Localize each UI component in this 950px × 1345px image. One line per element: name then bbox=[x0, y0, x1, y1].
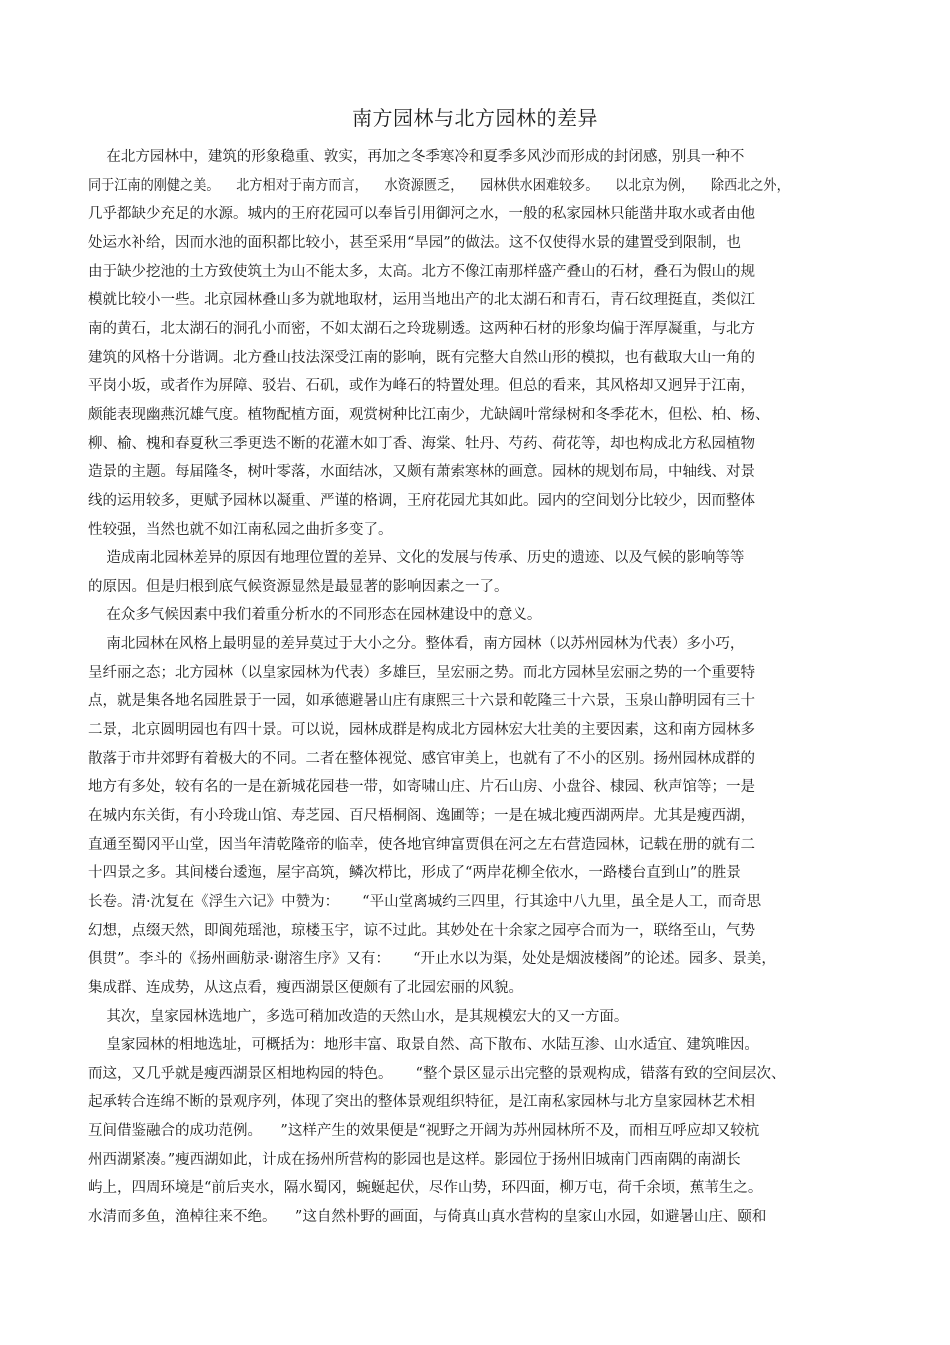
text-line: 幻想，点缀天然，即阆苑瑶池，琼楼玉宇，谅不过此。其妙处在十余家之园亭合而为一，联络至山，气势 bbox=[88, 922, 755, 939]
text-line: 线的运用较多，更赋予园林以凝重、严谨的格调，王府花园尤其如此。园内的空间划分比较少，因而整体 bbox=[88, 492, 755, 509]
text-line: 互间借鉴融合的成功范例。 ”这样产生的效果便是“视野之开阔为苏州园林所不及，而相互呼应却又较杭 bbox=[88, 1123, 760, 1140]
text-line: 水清而多鱼，渔棹往来不绝。 ”这自然朴野的画面，与倚真山真水营构的皇家山水园，如避暑山庄、颐和 bbox=[88, 1209, 767, 1225]
text-line: 起承转合连绵不断的景观序列，体现了突出的整体景观组织特征，是江南私家园林与北方皇家园林艺术相 bbox=[88, 1094, 755, 1111]
text-line: 建筑的风格十分谐调。北方叠山技法深受江南的影响，既有完整大自然山形的模拟，也有截取大山一角的 bbox=[88, 349, 755, 366]
text-line: 地方有多处，较有名的一是在新城花园巷一带，如寄啸山庄、片石山房、小盘谷、棣园、秋声馆等；一是 bbox=[88, 779, 755, 796]
text-line: 几乎都缺少充足的水源。城内的王府花园可以奉旨引用御河之水，一般的私家园林只能凿井取水或者由他 bbox=[88, 206, 755, 223]
document-title: 南方园林与北方园林的差异 bbox=[352, 106, 598, 130]
text-line: 在众多气候因素中我们着重分析水的不同形态在园林建设中的意义。 bbox=[88, 607, 542, 624]
text-line: 的原因。但是归根到底气候资源显然是最显著的影响因素之一了。 bbox=[88, 578, 509, 595]
text-line: 皇家园林的相地选址，可概括为：地形丰富、取景自然、高下散布、水陆互渗、山水适宜、建筑唯因。 bbox=[88, 1037, 759, 1054]
text-line: 俱贯”。李斗的《扬州画舫录·谢溶生序》又有： “开止水以为渠，处处是烟波楼阁”的论述。园多、景美， bbox=[88, 951, 776, 968]
text-line: 其次，皇家园林选地广，多选可稍加改造的天然山水，是其规模宏大的又一方面。 bbox=[88, 1008, 629, 1025]
text-line: 十四景之多。其间楼台逶迤，屋宇高筑，鳞次栉比，形成了“两岸花柳全依水，一路楼台直到山”的胜景 bbox=[88, 865, 741, 882]
text-line: 颇能表现幽燕沉雄气度。植物配植方面，观赏树种比江南少，尤缺阔叶常绿树和冬季花木，但松、柏、杨、 bbox=[88, 406, 770, 423]
text-line: 柳、榆、槐和春夏秋三季更迭不断的花灌木如丁香、海棠、牡丹、芍药、荷花等，却也构成北方私园植物 bbox=[88, 435, 755, 452]
text-line: 由于缺少挖池的土方致使筑土为山不能太多，太高。北方不像江南那样盛产叠山的石材，叠石为假山的规 bbox=[88, 263, 755, 280]
text-line: 而这，又几乎就是瘦西湖景区相地构园的特色。 “整个景区显示出完整的景观构成，错落有致的空间层次、 bbox=[88, 1065, 786, 1082]
text-line: 处运水补给，因而水池的面积都比较小，甚至采用“旱园”的做法。这不仅使得水景的建置受到限制，也 bbox=[88, 234, 741, 251]
text-line: 南北园林在风格上最明显的差异莫过于大小之分。整体看，南方园林（以苏州园林为代表）多小巧， bbox=[88, 636, 745, 652]
text-line: 在北方园林中，建筑的形象稳重、敦实，再加之冬季寒冷和夏季多风沙而形成的封闭感，别具一种不 bbox=[88, 149, 745, 165]
text-line: 南的黄石，北太湖石的洞孔小而密，不如太湖石之玲珑剔透。这两种石材的形象均偏于浑厚凝重，与北方 bbox=[88, 320, 755, 337]
text-line: 点，就是集各地名园胜景于一园，如承德避暑山庄有康熙三十六景和乾隆三十六景，玉泉山静明园有三十 bbox=[88, 693, 755, 710]
text-line: 二景，北京圆明园也有四十景。可以说，园林成群是构成北方园林宏大壮美的主要因素，这和南方园林多 bbox=[88, 722, 755, 738]
text-line: 长卷。清·沈复在《浮生六记》中赞为： “平山堂离城约三四里，行其途中八九里，虽全是人工，而奇思 bbox=[88, 893, 762, 910]
text-line: 集成群、连成势，从这点看，瘦西湖景区便颇有了北园宏丽的风貌。 bbox=[88, 979, 523, 996]
text-line: 造景的主题。每届隆冬，树叶零落，水面结冰，又颇有萧索寒林的画意。园林的规划布局，中轴线、对景 bbox=[88, 464, 755, 481]
text-line: 同于江南的刚健之美。 北方相对于南方而言， 水资源匮乏， 园林供水困难较多。 以北京为例， 除西北之外， bbox=[88, 177, 790, 194]
text-line: 性较强，当然也就不如江南私园之曲折多变了。 bbox=[88, 521, 393, 538]
text-line: 直通至蜀冈平山堂，因当年清乾隆帝的临幸，使各地官绅富贾俱在河之左右营造园林，记载在册的就有二 bbox=[88, 836, 755, 853]
text-line: 呈纤丽之态；北方园林（以皇家园林为代表）多雄巨，呈宏丽之势。而北方园林呈宏丽之势的一个重要特 bbox=[88, 664, 755, 681]
text-line: 模就比较小一些。北京园林叠山多为就地取材，运用当地出产的北太湖石和青石，青石纹理挺直，类似江 bbox=[88, 292, 755, 309]
text-line: 造成南北园林差异的原因有地理位置的差异、文化的发展与传承、历史的遗迹、以及气候的影响等等 bbox=[88, 550, 745, 567]
text-line: 平岗小坂，或者作为屏障、驳岩、石矶，或作为峰石的特置处理。但总的看来，其风格却又迥异于江南， bbox=[88, 378, 755, 395]
text-line: 散落于市井郊野有着极大的不同。二者在整体视觉、感官审美上，也就有了不小的区别。扬州园林成群的 bbox=[88, 750, 755, 767]
text-line: 州西湖紧凑。”瘦西湖如此，计成在扬州所营构的影园也是这样。影园位于扬州旧城南门西南隅的南湖长 bbox=[88, 1151, 741, 1168]
text-line: 屿上，四周环境是“前后夹水，隔水蜀冈，蜿蜒起伏，尽作山势，环四面，柳万屯，荷千余顷，蕉苇生之。 bbox=[88, 1180, 763, 1197]
text-line: 在城内东关街，有小玲珑山馆、寿芝园、百尺梧桐阁、逸圃等；一是在城北瘦西湖两岸。尤其是瘦西湖， bbox=[88, 807, 755, 824]
